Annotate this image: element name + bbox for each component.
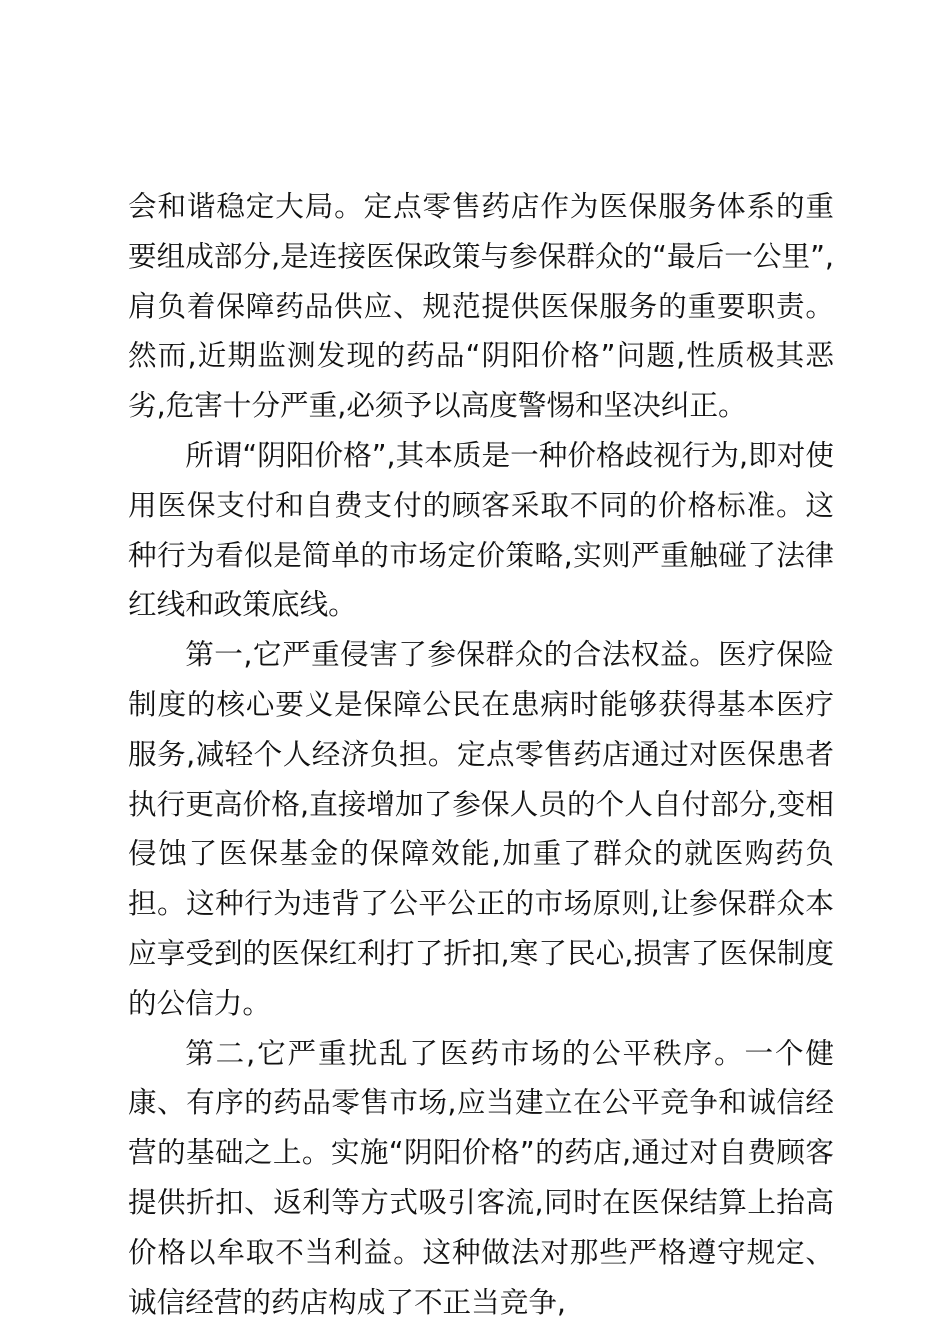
paragraph-1: 会和谐稳定大局。定点零售药店作为医保服务体系的重要组成部分,是连接医保政策与参保群众的“最后一公里”,肩负着保障药品供应、规范提供医保服务的重要职责。然而,近期监测发现的药品“阴阳价格”问题,性质极其恶劣,危害十分严重,必须予以高度警惕和坚决纠正。 (128, 189, 834, 423)
body-text (128, 182, 834, 1327)
paragraph-4: 第二,它严重扰乱了医药市场的公平秩序。一个健康、有序的药品零售市场,应当建立在公平竞争和诚信经营的基础之上。实施“阴阳价格”的药店,通过对自费顾客提供折扣、返利等方式吸引客流,同时在医保结算上抬高价格以牟取不当利益。这种做法对那些严格遵守规定、诚信经营的药店构成了不正当竞争, (128, 1035, 834, 1319)
paragraph-3: 第一,它严重侵害了参保群众的合法权益。医疗保险制度的核心要义是保障公民在患病时能够获得基本医疗服务,减轻个人经济负担。定点零售药店通过对医保患者执行更高价格,直接增加了参保人员的个人自付部分,变相侵蚀了医保基金的保障效能,加重了群众的就医购药负担。这种行为违背了公平公正的市场原则,让参保群众本应享受到的医保红利打了折扣,寒了民心,损害了医保制度的公信力。 (128, 637, 834, 1020)
paragraph-2: 所谓“阴阳价格”,其本质是一种价格歧视行为,即对使用医保支付和自费支付的顾客采取不同的价格标准。这种行为看似是简单的市场定价策略,实则严重触碰了法律红线和政策底线。 (128, 437, 834, 622)
